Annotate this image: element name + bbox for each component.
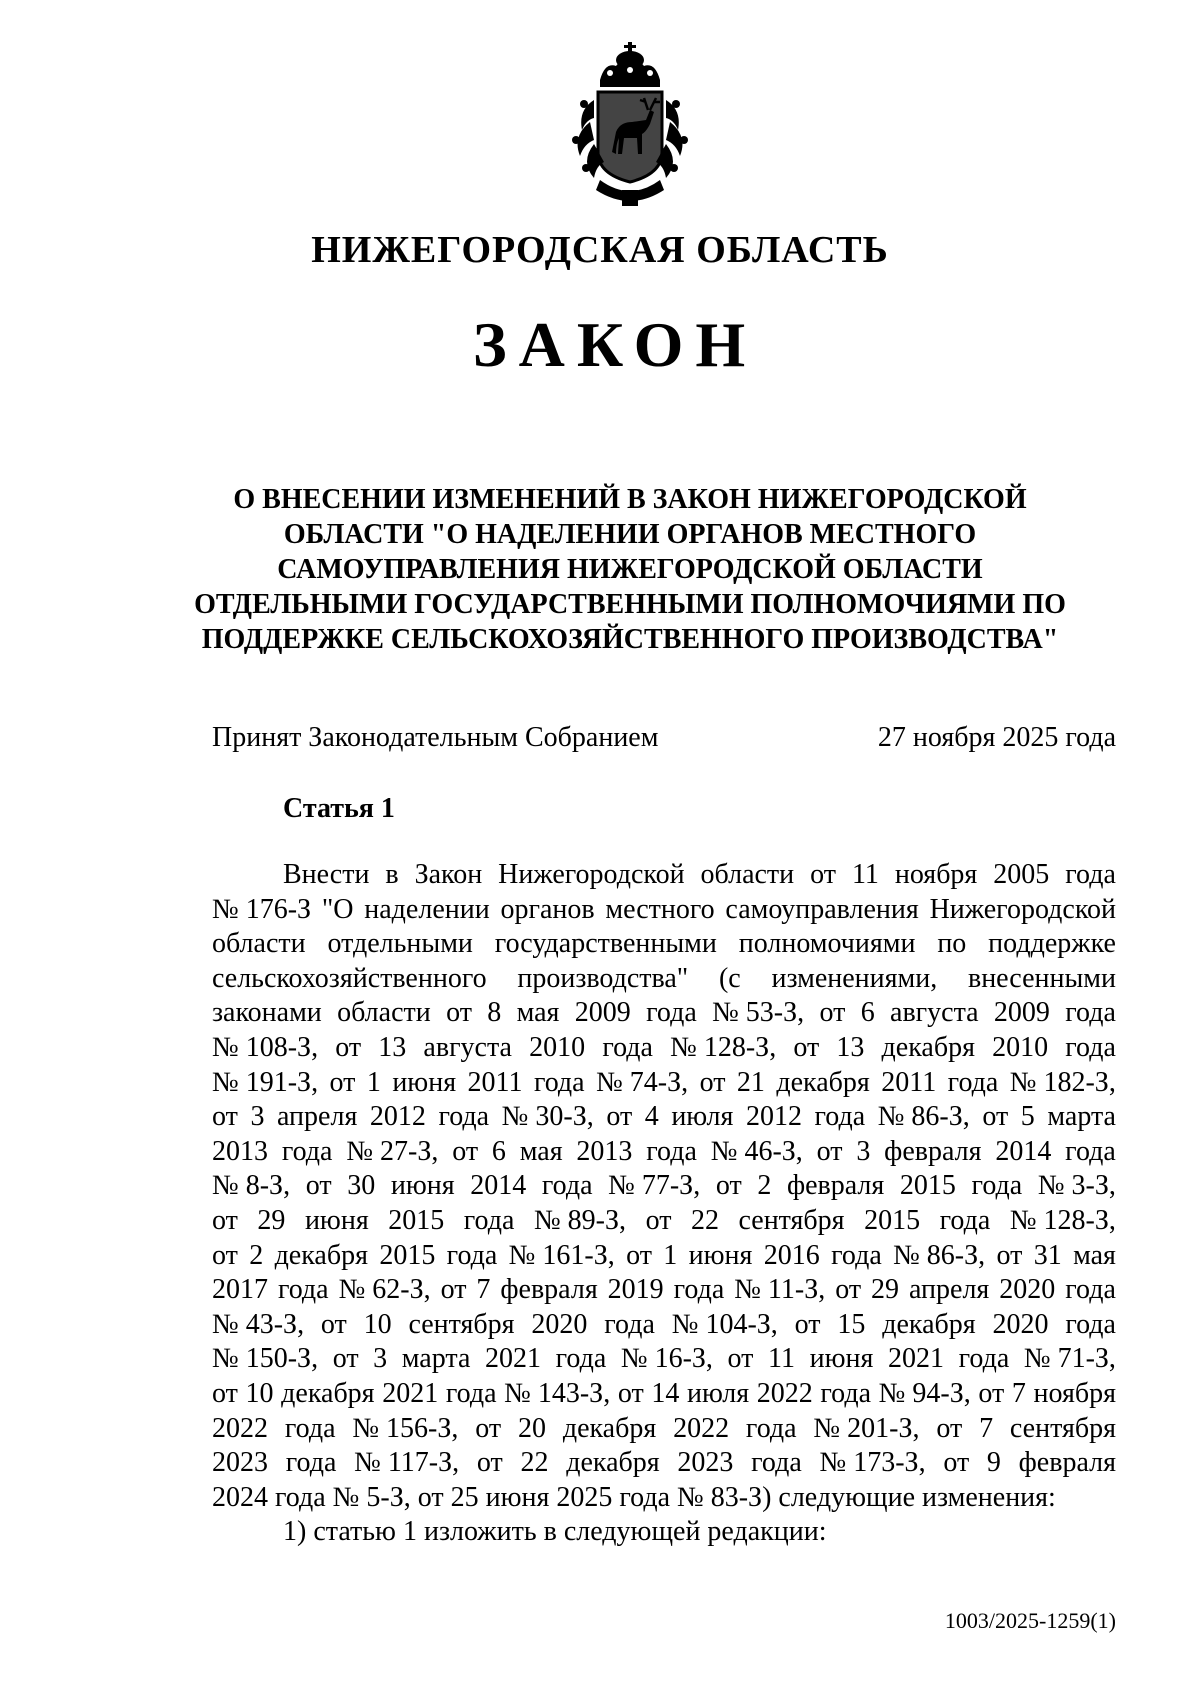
body-word: 2010 (992, 1031, 1049, 1063)
body-word: от (446, 997, 472, 1029)
body-word: № 161-З, (508, 1239, 615, 1271)
adoption-date: 27 ноября 2025 года (877, 722, 1116, 753)
body-word: Внести (283, 859, 370, 890)
body-word: 2020 (999, 1274, 1056, 1306)
body-word: сельскохозяйственного (212, 962, 487, 994)
body-word: 1 (663, 1239, 678, 1271)
body-word: № 8-З, (212, 1170, 291, 1202)
body-word: года (751, 1447, 802, 1479)
body-word: декабря (274, 1239, 368, 1271)
body-word: года (971, 1170, 1023, 1202)
body-word: № 94-З, (878, 1377, 971, 1409)
body-word: Нижегородской (498, 859, 685, 890)
body-word: декабря (566, 1447, 660, 1479)
body-word: февраля (884, 1135, 982, 1167)
body-word: от (329, 1066, 356, 1098)
body-word: Нижегородской (929, 893, 1116, 925)
body-word: 2010 (529, 1031, 586, 1063)
body-word: мая (519, 1135, 563, 1167)
body-word: 29 (257, 1204, 286, 1236)
body-word: 2013 (576, 1135, 633, 1167)
body-line: 2024 года № 5-З, от 25 июня 2025 года № 83-З) следующие изменения: (212, 1481, 1056, 1513)
body-word: от (440, 1274, 467, 1306)
body-word: № 62-З, (338, 1274, 431, 1306)
body-word: от (212, 1101, 238, 1133)
body-word: года (646, 1135, 697, 1167)
body-word: производства" (517, 962, 689, 994)
body-word: года (646, 997, 697, 1029)
body-word: года (602, 1031, 653, 1063)
body-word: № 191-З, (212, 1066, 319, 1098)
body-word: 2022 (673, 1412, 730, 1444)
body-word: года (281, 1135, 333, 1167)
body-line: 1) статью 1 изложить в следующей редакции: (283, 1516, 827, 1548)
article-heading: Статья 1 (283, 793, 395, 824)
body-word: самоуправления (725, 893, 919, 925)
body-word: от (305, 1170, 332, 1202)
body-word: года (541, 1170, 593, 1202)
body-word: 22 (690, 1204, 719, 1236)
body-word: 2020 (992, 1308, 1049, 1340)
body-line (212, 1135, 1116, 1170)
body-word: № 86-З, (877, 1101, 970, 1133)
body-word: 2023 (677, 1447, 734, 1479)
body-word: 5 (1020, 1101, 1035, 1133)
body-word: области (212, 928, 306, 960)
body-word: 9 (986, 1447, 1001, 1479)
body-word: июня (390, 1170, 455, 1202)
body-word: внесенными (967, 962, 1116, 994)
body-word: 2015 (388, 1204, 445, 1236)
body-word: 2014 (995, 1135, 1052, 1167)
law-title-line: О ВНЕСЕНИИ ИЗМЕНЕНИЙ В ЗАКОН НИЖЕГОРОДСКОЙ (233, 484, 1027, 515)
body-word: года (1065, 1135, 1116, 1167)
body-word: 2009 (993, 997, 1050, 1029)
body-word: 2015 (379, 1239, 436, 1271)
body-word: декабря (881, 1031, 975, 1063)
law-title-line: САМОУПРАВЛЕНИЯ НИЖЕГОРОДСКОЙ ОБЛАСТИ (277, 554, 983, 585)
body-word: от (476, 1447, 503, 1479)
body-word: № 104-З, (671, 1308, 778, 1340)
body-word: 2 (249, 1239, 264, 1271)
body-line (212, 1066, 1116, 1101)
body-word: года (604, 1308, 655, 1340)
body-word: 14 (651, 1377, 680, 1409)
body-word: декабря (776, 1066, 870, 1098)
body-word: года (1065, 1308, 1116, 1340)
body-word: 2015 (864, 1204, 921, 1236)
body-word: от (819, 997, 846, 1029)
body-word: области (700, 859, 795, 890)
body-word: июня (392, 1066, 457, 1098)
body-word: № 128-З, (670, 1031, 777, 1063)
body-word: "О (321, 893, 354, 925)
body-word: по (937, 928, 967, 960)
body-word: февраля (500, 1274, 598, 1306)
body-word: года (463, 1204, 515, 1236)
body-word: 13 (378, 1031, 407, 1063)
body-word: года (1065, 1031, 1116, 1063)
body-line (212, 1239, 1116, 1274)
body-word: 8 (487, 997, 502, 1029)
body-word: 1 (366, 1066, 381, 1098)
body-word: № 108-З, (212, 1031, 319, 1063)
body-word: сентября (408, 1308, 515, 1340)
body-word: 2015 (899, 1170, 956, 1202)
article-body (212, 858, 1116, 1550)
body-word: 21 (736, 1066, 765, 1098)
body-word: (с (718, 962, 741, 994)
body-word: 2 (757, 1170, 772, 1202)
body-word: 2009 (574, 997, 631, 1029)
body-word: сентября (738, 1204, 845, 1236)
body-word: года (947, 1066, 999, 1098)
body-word: 7 (979, 1412, 994, 1444)
body-word: 2012 (745, 1101, 802, 1133)
body-word: июня (809, 1343, 874, 1375)
body-word: 31 (1033, 1239, 1062, 1271)
body-word: 20 (517, 1412, 546, 1444)
body-word: государственными (494, 928, 717, 960)
body-word: в (385, 859, 399, 890)
body-word: органов (500, 893, 595, 925)
body-word: года (285, 1447, 337, 1479)
body-word: 2022 (756, 1377, 813, 1409)
body-word: года (820, 1377, 872, 1409)
body-word: года (284, 1412, 336, 1444)
body-word: апреля (908, 1274, 990, 1306)
adopting-body: Принят Законодательным Собранием (212, 722, 659, 753)
body-word: от (645, 1204, 672, 1236)
body-word: местного (605, 893, 715, 925)
registration-number: 1003/2025-1259(1) (944, 1608, 1116, 1633)
body-word: декабря (281, 1377, 375, 1409)
body-word: декабря (882, 1308, 976, 1340)
body-word: № 201-З, (813, 1412, 920, 1444)
body-word: года (1065, 859, 1116, 890)
body-word: № 150-З, (212, 1343, 319, 1375)
body-word: года (673, 1274, 725, 1306)
body-line (212, 858, 1116, 893)
body-word: года (533, 1066, 585, 1098)
body-word: 30 (347, 1170, 376, 1202)
law-title-line: ОБЛАСТИ "О НАДЕЛЕНИИ ОРГАНОВ МЕСТНОГО (283, 519, 977, 550)
body-word: 3 (373, 1343, 388, 1375)
body-word: 10 (363, 1308, 392, 1340)
body-word: от (626, 1239, 652, 1271)
body-word: от (212, 1204, 238, 1236)
body-word: от (982, 1101, 1009, 1133)
body-word: года (814, 1101, 866, 1133)
body-word: мая (1073, 1239, 1116, 1271)
body-word: от (335, 1031, 362, 1063)
body-word: июля (671, 1101, 734, 1133)
body-word: 11 (768, 1343, 795, 1375)
body-word: № 143-З, (504, 1377, 611, 1409)
body-word: февраля (786, 1170, 885, 1202)
body-word: № 30-З, (501, 1101, 594, 1133)
body-word: февраля (1018, 1447, 1116, 1479)
body-word: ноября (1033, 1377, 1116, 1409)
body-line (212, 1273, 1116, 1308)
body-word: № 74-З, (596, 1066, 689, 1098)
body-word: от (617, 1377, 644, 1409)
body-word: года (939, 1204, 991, 1236)
body-word: № 77-З, (608, 1170, 701, 1202)
law-title-line: ОТДЕЛЬНЫМИ ГОСУДАРСТВЕННЫМИ ПОЛНОМОЧИЯМИ ПО (194, 589, 1066, 620)
body-word: № 71-З, (1023, 1343, 1116, 1375)
body-word: года (958, 1343, 1010, 1375)
body-word: от (810, 859, 836, 890)
body-word: № 128-З, (1009, 1204, 1116, 1236)
body-word: года (831, 1239, 882, 1271)
body-word: декабря (562, 1412, 657, 1444)
body-word: 22 (520, 1447, 549, 1479)
body-line (212, 1446, 1116, 1481)
body-word: года (277, 1274, 329, 1306)
body-word: от (794, 1308, 821, 1340)
body-word: 2020 (531, 1308, 588, 1340)
body-word: от (715, 1170, 742, 1202)
body-word: 2017 (212, 1274, 268, 1306)
body-word: № 86-З, (893, 1239, 986, 1271)
body-word: № 156-З, (352, 1412, 459, 1444)
body-line (212, 1412, 1116, 1447)
body-line (212, 1204, 1116, 1239)
body-word: 11 (851, 859, 879, 890)
body-word: года (745, 1412, 797, 1444)
body-word: от (835, 1274, 862, 1306)
law-title-line: ПОДДЕРЖКЕ СЕЛЬСКОХОЗЯЙСТВЕННОГО ПРОИЗВОДСТВА" (201, 624, 1059, 655)
body-word: № 46-З, (710, 1135, 803, 1167)
body-line (212, 1169, 1116, 1204)
body-line (212, 927, 1116, 962)
body-word: 3 (250, 1101, 265, 1133)
body-word: года (1065, 997, 1116, 1029)
body-word: Закон (414, 859, 483, 890)
body-line (212, 893, 1116, 928)
body-word: 4 (644, 1101, 659, 1133)
body-word: 13 (836, 1031, 865, 1063)
body-word: 2023 (212, 1447, 268, 1479)
body-word: года (1065, 1274, 1116, 1306)
body-word: от (212, 1239, 238, 1271)
body-word: отдельными (327, 928, 473, 960)
body-word: № 11-З, (734, 1274, 826, 1306)
body-word: от (606, 1101, 633, 1133)
document-type: ЗАКОН (472, 309, 758, 380)
body-line (212, 962, 1116, 997)
body-word: 29 (871, 1274, 900, 1306)
body-word: 2021 (887, 1343, 944, 1375)
body-word: № 53-З, (712, 997, 805, 1029)
body-word: 7 (1011, 1377, 1026, 1409)
body-word: поддержке (988, 928, 1116, 960)
body-word: от (943, 1447, 970, 1479)
body-word: наделении (364, 893, 490, 925)
body-word: 2021 (382, 1377, 439, 1409)
body-word: года (555, 1343, 607, 1375)
body-word: № 117-З, (354, 1447, 460, 1479)
body-word: от (996, 1239, 1023, 1271)
body-word: июня (304, 1204, 369, 1236)
law-title (180, 482, 1080, 657)
body-word: 2005 (993, 859, 1050, 890)
body-word: июля (687, 1377, 750, 1409)
body-line (212, 1342, 1116, 1377)
body-line (212, 1308, 1116, 1343)
body-word: от (452, 1135, 479, 1167)
body-word: марта (1047, 1101, 1116, 1133)
body-word: апреля (277, 1101, 358, 1133)
body-word: 2013 (212, 1135, 268, 1167)
body-word: полномочиями (738, 928, 916, 960)
body-word: 2012 (369, 1101, 426, 1133)
body-word: № 89-З, (533, 1204, 627, 1236)
body-word: 7 (476, 1274, 491, 1306)
body-word: 2011 (467, 1066, 523, 1098)
body-word: 6 (491, 1135, 506, 1167)
body-word: от (475, 1412, 502, 1444)
body-word: № 16-З, (620, 1343, 713, 1375)
body-word: № 27-З, (346, 1135, 439, 1167)
body-word: законами (212, 997, 322, 1029)
body-word: № 176-З (212, 893, 312, 925)
body-word: 10 (245, 1377, 274, 1409)
body-word: от (816, 1135, 843, 1167)
body-word: года (438, 1101, 490, 1133)
body-word: от (936, 1412, 963, 1444)
body-word: 2016 (763, 1239, 820, 1271)
body-word: сентября (1009, 1412, 1116, 1444)
body-line (212, 1100, 1116, 1135)
body-word: 6 (860, 997, 875, 1029)
body-line (212, 1031, 1116, 1066)
body-word: № 3-З, (1037, 1170, 1116, 1202)
body-word: года (446, 1239, 498, 1271)
body-word: 3 (856, 1135, 871, 1167)
body-word: от (727, 1343, 754, 1375)
body-word: 15 (837, 1308, 866, 1340)
body-word: июня (688, 1239, 753, 1271)
body-word: мая (516, 997, 560, 1029)
body-word: августа (890, 997, 979, 1029)
body-word: от (699, 1066, 726, 1098)
body-line (212, 1377, 1116, 1412)
body-word: года (445, 1377, 497, 1409)
body-word: 2014 (470, 1170, 527, 1202)
body-word: области (337, 997, 431, 1029)
body-word: марта (401, 1343, 471, 1375)
body-word: 2011 (881, 1066, 937, 1098)
body-word: № 43-З, (212, 1308, 305, 1340)
body-word: от (212, 1377, 238, 1409)
body-line (212, 996, 1116, 1031)
body-word: 2022 (212, 1412, 268, 1444)
body-word: № 173-З, (819, 1447, 926, 1479)
coat-of-arms-icon (560, 40, 700, 210)
body-word: от (793, 1031, 820, 1063)
body-word: 2021 (484, 1343, 541, 1375)
region-name: НИЖЕГОРОДСКАЯ ОБЛАСТЬ (311, 229, 889, 271)
body-word: от (978, 1377, 1005, 1409)
body-word: ноября (894, 859, 978, 890)
adoption-info (212, 722, 1116, 754)
body-word: от (320, 1308, 347, 1340)
body-word: августа (423, 1031, 512, 1063)
body-word: 2019 (607, 1274, 664, 1306)
body-word: изменениями, (771, 962, 938, 994)
body-word: № 182-З, (1009, 1066, 1116, 1098)
body-word: от (332, 1343, 359, 1375)
